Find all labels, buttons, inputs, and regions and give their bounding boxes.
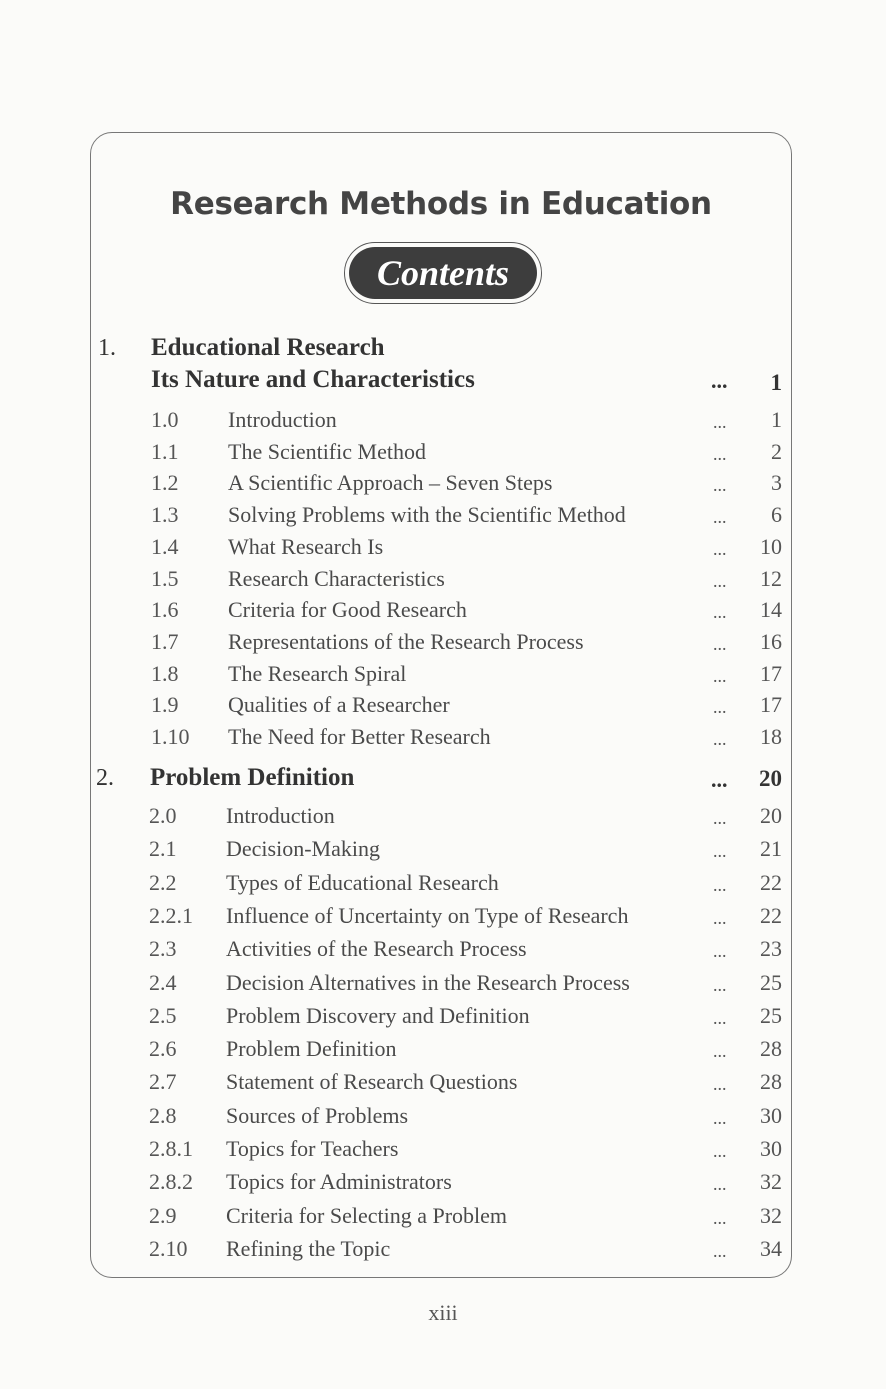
toc-entry [0,803,886,835]
toc-entry [0,1069,886,1101]
section-title: Introduction [226,803,335,828]
leader-dots: ... [713,1007,727,1028]
section-page-number: 18 [760,724,782,749]
toc-entry [0,724,886,756]
section-page-number: 22 [760,869,782,895]
leader-dots: ... [713,841,727,862]
section-page-number: 28 [760,1069,782,1095]
section-title: Topics for Administrators [226,1169,452,1195]
chapter-title: Educational Research [151,334,385,361]
section-title: Topics for Teachers [226,1136,399,1161]
section-number: 2.0 [149,803,177,828]
toc-entry [0,903,886,935]
section-page-number: 30 [760,1102,782,1128]
section-page-number: 21 [760,836,782,862]
leader-dots: ... [713,907,727,928]
toc-entry [0,534,886,566]
toc-entry [0,1103,886,1135]
toc-entry [0,566,886,598]
toc-entry [0,970,886,1002]
leader-dots: ... [713,1141,727,1161]
section-page-number: 30 [760,1136,782,1161]
toc-entry [0,502,886,534]
section-title: Representations of the Research Process [228,628,584,654]
section-number: 1.3 [151,502,179,528]
toc-entry [0,936,886,968]
section-title: Sources of Problems [226,1102,409,1128]
section-page-number: 2 [771,438,782,464]
section-number: 2.8.2 [149,1169,193,1195]
section-title: Refining the Topic [226,1235,391,1261]
section-number: 1.4 [151,533,179,559]
leader-dots: ... [713,1240,727,1261]
chapter-number: 1. [98,335,116,361]
section-number: 1.6 [151,597,179,623]
toc-entry [0,629,886,661]
toc-entry [0,597,886,629]
section-title: The Scientific Method [228,438,426,464]
section-number: 1.2 [151,470,179,496]
leader-dots: ... [713,1107,727,1128]
section-number: 2.8 [149,1102,177,1128]
leader-dots: ... [713,697,727,718]
chapter-leader-dots: ... [711,767,728,792]
section-page-number: 17 [760,660,782,686]
section-title: Problem Definition [226,1036,397,1062]
toc-entry [0,1169,886,1201]
toc-entry [0,870,886,902]
section-title: Criteria for Good Research [228,597,467,623]
section-title: Influence of Uncertainty on Type of Research [226,902,629,928]
section-page-number: 25 [760,1002,782,1028]
leader-dots: ... [713,808,727,828]
section-title: Statement of Research Questions [226,1069,518,1095]
toc-entry [0,407,886,439]
section-page-number: 6 [771,502,782,528]
book-title: Research Methods in Education [170,186,712,222]
toc-entry [0,836,886,868]
section-title: The Research Spiral [228,660,407,686]
section-title: Solving Problems with the Scientific Method [228,502,626,528]
contents-label: Contents [349,247,537,299]
section-number: 2.7 [149,1069,177,1095]
toc-entry [0,661,886,693]
chapter-page-number: 1 [770,370,782,395]
section-title: Problem Discovery and Definition [226,1002,530,1028]
section-number: 1.9 [151,692,179,718]
contents-badge [344,242,542,304]
section-number: 2.9 [149,1202,177,1228]
leader-dots: ... [713,443,727,464]
section-title: What Research Is [228,533,384,559]
leader-dots: ... [713,602,727,623]
section-page-number: 10 [760,533,782,559]
section-number: 2.5 [149,1002,177,1028]
chapter-number: 2. [96,765,114,791]
section-title: The Need for Better Research [228,724,491,749]
toc-entry [0,470,886,502]
leader-dots: ... [713,570,727,591]
toc-entry [0,1003,886,1035]
section-number: 1.0 [151,407,179,432]
section-page-number: 1 [771,407,782,432]
section-number: 2.3 [149,936,177,962]
section-number: 1.5 [151,565,179,591]
leader-dots: ... [713,874,727,895]
leader-dots: ... [713,507,727,528]
section-title: Criteria for Selecting a Problem [226,1202,508,1228]
leader-dots: ... [713,974,727,995]
section-title: Decision-Making [226,836,380,862]
section-number: 2.6 [149,1036,177,1062]
chapter-page-number: 20 [759,766,782,791]
leader-dots: ... [713,941,727,962]
page-folio: xiii [428,1300,458,1325]
leader-dots: ... [713,665,727,686]
toc-entry [0,1236,886,1268]
leader-dots: ... [713,633,727,654]
section-page-number: 3 [771,470,782,496]
section-page-number: 12 [760,565,782,591]
section-title: Types of Educational Research [226,869,499,895]
section-title: Qualities of a Researcher [228,692,450,718]
section-page-number: 17 [760,692,782,718]
leader-dots: ... [713,412,727,432]
section-page-number: 28 [760,1036,782,1062]
section-page-number: 25 [760,969,782,995]
chapter-leader-dots: ... [711,368,728,393]
toc-entry [0,1136,886,1168]
leader-dots: ... [713,1174,727,1195]
section-number: 1.7 [151,628,179,654]
leader-dots: ... [713,1207,727,1228]
section-title: Introduction [228,407,337,432]
leader-dots: ... [713,1074,727,1095]
leader-dots: ... [713,538,727,559]
section-title: Research Characteristics [228,565,445,591]
section-page-number: 16 [760,628,782,654]
section-number: 1.1 [151,438,179,464]
leader-dots: ... [713,729,727,749]
section-number: 2.2 [149,869,177,895]
section-page-number: 20 [760,803,782,828]
section-number: 2.1 [149,836,177,862]
toc-entry [0,1203,886,1235]
section-number: 2.8.1 [149,1136,193,1161]
section-number: 2.2.1 [149,902,193,928]
section-number: 2.4 [149,969,177,995]
section-title: A Scientific Approach – Seven Steps [228,470,553,496]
toc-entry [0,439,886,471]
section-page-number: 32 [760,1169,782,1195]
section-page-number: 32 [760,1202,782,1228]
section-number: 1.8 [151,660,179,686]
section-page-number: 14 [760,597,782,623]
section-title: Decision Alternatives in the Research Process [226,969,630,995]
section-page-number: 34 [760,1235,782,1261]
leader-dots: ... [713,475,727,496]
section-number: 2.10 [149,1235,188,1261]
section-number: 1.10 [151,724,190,749]
section-title: Activities of the Research Process [226,936,527,962]
leader-dots: ... [713,1041,727,1062]
section-page-number: 23 [760,936,782,962]
chapter-title: Problem Definition [150,764,355,791]
toc-entry [0,692,886,724]
section-page-number: 22 [760,902,782,928]
chapter-subtitle: Its Nature and Characteristics [151,366,475,393]
toc-entry [0,1036,886,1068]
